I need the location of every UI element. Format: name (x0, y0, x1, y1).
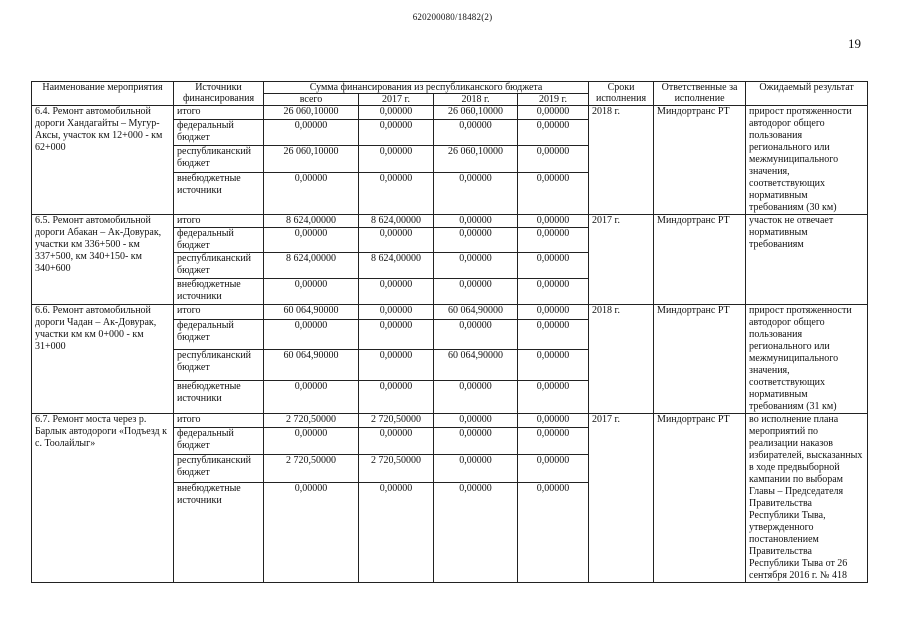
header-responsible: Ответственные за исполнение (654, 82, 746, 106)
amount-2018-cell: 0,00000 (434, 455, 518, 483)
source-cell: республиканский бюджет (174, 145, 264, 172)
table-row (32, 215, 868, 228)
total-cell: 8 624,00000 (264, 253, 359, 279)
source-cell: итого (174, 305, 264, 320)
amount-2017-cell: 0,00000 (359, 380, 434, 413)
total-cell: 0,00000 (264, 228, 359, 253)
total-cell: 26 060,10000 (264, 106, 359, 120)
amount-2018-cell: 26 060,10000 (434, 106, 518, 120)
source-cell: федеральный бюджет (174, 119, 264, 145)
source-cell: внебюджетные источники (174, 173, 264, 215)
amount-2017-cell: 8 624,00000 (359, 253, 434, 279)
source-cell: федеральный бюджет (174, 320, 264, 350)
amount-2018-cell: 0,00000 (434, 253, 518, 279)
source-cell: внебюджетные источники (174, 380, 264, 413)
header-total: всего (264, 94, 359, 106)
amount-2018-cell: 60 064,90000 (434, 350, 518, 381)
source-cell: итого (174, 106, 264, 120)
event-name-cell: 6.4. Ремонт автомобильной дороги Хандагайты – Мугур-Аксы, участок км 12+000 - км 62+000 (32, 106, 174, 215)
amount-2017-cell: 0,00000 (359, 228, 434, 253)
amount-2018-cell: 0,00000 (434, 427, 518, 455)
amount-2018-cell: 0,00000 (434, 279, 518, 305)
header-sources: Источники финансирования (174, 82, 264, 106)
total-cell: 0,00000 (264, 380, 359, 413)
total-cell: 8 624,00000 (264, 215, 359, 228)
amount-2019-cell: 0,00000 (518, 228, 589, 253)
deadline-cell: 2017 г. (589, 414, 654, 583)
amount-2018-cell: 0,00000 (434, 380, 518, 413)
header-result: Ожидаемый результат (746, 82, 868, 106)
amount-2019-cell: 0,00000 (518, 320, 589, 350)
amount-2019-cell: 0,00000 (518, 145, 589, 172)
total-cell: 0,00000 (264, 427, 359, 455)
total-cell: 26 060,10000 (264, 145, 359, 172)
source-cell: итого (174, 414, 264, 428)
header-2019: 2019 г. (518, 94, 589, 106)
amount-2018-cell: 0,00000 (434, 320, 518, 350)
event-name-cell: 6.6. Ремонт автомобильной дороги Чадан – Ак-Довурак, участки км км 0+000 - км 31+000 (32, 305, 174, 414)
amount-2018-cell: 60 064,90000 (434, 305, 518, 320)
amount-2018-cell: 0,00000 (434, 215, 518, 228)
responsible-cell: Миндортранс РТ (654, 106, 746, 215)
source-cell: итого (174, 215, 264, 228)
source-cell: республиканский бюджет (174, 350, 264, 381)
amount-2017-cell: 0,00000 (359, 305, 434, 320)
event-name-cell: 6.7. Ремонт моста через р. Барлык автодороги «Подъезд к с. Тоолайлыг» (32, 414, 174, 583)
source-cell: республиканский бюджет (174, 253, 264, 279)
deadline-cell: 2017 г. (589, 215, 654, 305)
expected-result-cell: прирост протяженности автодорог общего пользования регионального или межмуниципального значения, соответствующих нормативным требованиям (31 км) (746, 305, 868, 414)
amount-2017-cell: 0,00000 (359, 483, 434, 583)
amount-2019-cell: 0,00000 (518, 253, 589, 279)
amount-2019-cell: 0,00000 (518, 173, 589, 215)
amount-2019-cell: 0,00000 (518, 380, 589, 413)
responsible-cell: Миндортранс РТ (654, 215, 746, 305)
header-2018: 2018 г. (434, 94, 518, 106)
amount-2018-cell: 0,00000 (434, 173, 518, 215)
total-cell: 0,00000 (264, 119, 359, 145)
amount-2019-cell: 0,00000 (518, 215, 589, 228)
source-cell: республиканский бюджет (174, 455, 264, 483)
header-event: Наименование мероприятия (32, 82, 174, 106)
amount-2017-cell: 0,00000 (359, 350, 434, 381)
source-cell: федеральный бюджет (174, 228, 264, 253)
amount-2019-cell: 0,00000 (518, 483, 589, 583)
responsible-cell: Миндортранс РТ (654, 305, 746, 414)
total-cell: 0,00000 (264, 173, 359, 215)
source-cell: федеральный бюджет (174, 427, 264, 455)
table-row (32, 414, 868, 428)
amount-2017-cell: 0,00000 (359, 119, 434, 145)
amount-2017-cell: 0,00000 (359, 427, 434, 455)
amount-2018-cell: 0,00000 (434, 483, 518, 583)
amount-2019-cell: 0,00000 (518, 106, 589, 120)
amount-2019-cell: 0,00000 (518, 414, 589, 428)
page-number: 19 (848, 36, 861, 51)
financing-table (31, 81, 868, 583)
amount-2017-cell: 2 720,50000 (359, 414, 434, 428)
amount-2019-cell: 0,00000 (518, 119, 589, 145)
total-cell: 0,00000 (264, 279, 359, 305)
amount-2018-cell: 0,00000 (434, 414, 518, 428)
amount-2017-cell: 8 624,00000 (359, 215, 434, 228)
table-header (32, 82, 868, 106)
deadline-cell: 2018 г. (589, 305, 654, 414)
amount-2019-cell: 0,00000 (518, 427, 589, 455)
table-body (32, 106, 868, 583)
amount-2017-cell: 0,00000 (359, 320, 434, 350)
expected-result-cell: прирост протяженности автодорог общего пользования регионального или межмуниципального значения, соответствующих нормативным требованиям (30 км) (746, 106, 868, 215)
header-2017: 2017 г. (359, 94, 434, 106)
amount-2019-cell: 0,00000 (518, 350, 589, 381)
event-name-cell: 6.5. Ремонт автомобильной дороги Абакан – Ак-Довурак, участки км 336+500 - км 337+500, км 340+150- км 340+600 (32, 215, 174, 305)
document-id: 620200080/18482(2) (412, 12, 493, 22)
amount-2017-cell: 0,00000 (359, 173, 434, 215)
source-cell: внебюджетные источники (174, 279, 264, 305)
amount-2017-cell: 0,00000 (359, 106, 434, 120)
total-cell: 0,00000 (264, 483, 359, 583)
header-deadline: Сроки исполнения (589, 82, 654, 106)
total-cell: 2 720,50000 (264, 455, 359, 483)
deadline-cell: 2018 г. (589, 106, 654, 215)
amount-2018-cell: 0,00000 (434, 119, 518, 145)
amount-2019-cell: 0,00000 (518, 279, 589, 305)
table-row (32, 106, 868, 120)
expected-result-cell: во исполнение плана мероприятий по реализации наказов избирателей, высказанных в ходе предвыборной кампании по выборам Главы – Председателя Правительства Республики Тыва, утвержденного постановлением Правительства Республики Тыва от 26 сентября 2016 г. № 418 (746, 414, 868, 583)
total-cell: 0,00000 (264, 320, 359, 350)
amount-2019-cell: 0,00000 (518, 455, 589, 483)
table-row (32, 305, 868, 320)
amount-2018-cell: 0,00000 (434, 228, 518, 253)
source-cell: внебюджетные источники (174, 483, 264, 583)
responsible-cell: Миндортранс РТ (654, 414, 746, 583)
amount-2018-cell: 26 060,10000 (434, 145, 518, 172)
amount-2017-cell: 0,00000 (359, 145, 434, 172)
total-cell: 60 064,90000 (264, 305, 359, 320)
amount-2019-cell: 0,00000 (518, 305, 589, 320)
amount-2017-cell: 0,00000 (359, 279, 434, 305)
amount-2017-cell: 2 720,50000 (359, 455, 434, 483)
expected-result-cell: участок не отвечает нормативным требованиям (746, 215, 868, 305)
header-funding-group: Сумма финансирования из республиканского бюджета (264, 82, 589, 94)
total-cell: 2 720,50000 (264, 414, 359, 428)
total-cell: 60 064,90000 (264, 350, 359, 381)
